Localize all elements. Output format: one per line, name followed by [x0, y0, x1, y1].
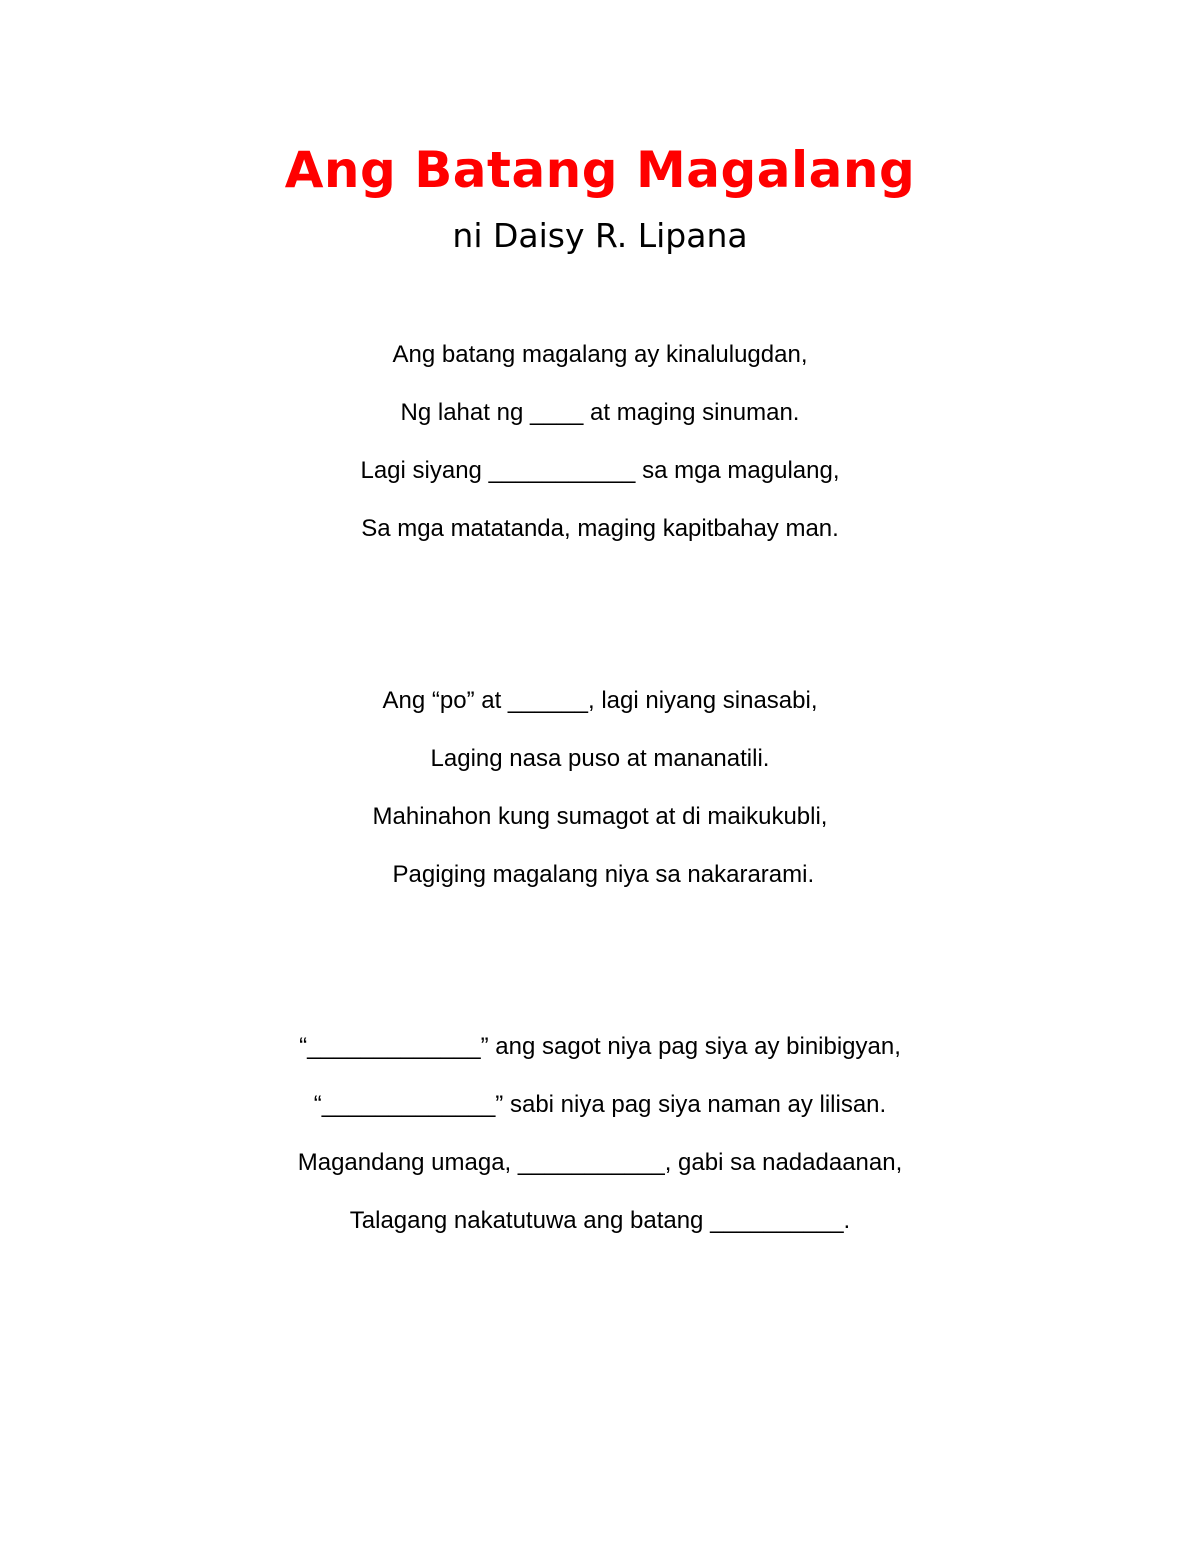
poem-line: Laging nasa puso at mananatili.: [430, 745, 770, 772]
poem-line: Ng lahat ng ____ at maging sinuman.: [400, 399, 800, 426]
poem-line: Talagang nakatutuwa ang batang __________.: [349, 1207, 851, 1234]
poem-line: Magandang umaga, ___________, gabi sa nadadaanan,: [297, 1149, 903, 1176]
poem-line: Ang “po” at ______, lagi niyang sinasabi,: [382, 687, 818, 714]
poem-line: “_____________” sabi niya pag siya naman ay lilisan.: [313, 1091, 887, 1118]
stanza-1: [0, 326, 1200, 558]
poem-body: [0, 326, 1200, 1364]
stanza-3: [0, 1018, 1200, 1250]
poem-line: “_____________” ang sagot niya pag siya ay binibigyan,: [299, 1033, 901, 1060]
stanza-2: [0, 672, 1200, 904]
poem-author: ni Daisy R. Lipana: [452, 216, 748, 255]
poem-line: Mahinahon kung sumagot at di maikukubli,: [372, 803, 828, 830]
poem-line: Pagiging magalang niya sa nakararami.: [385, 861, 815, 888]
poem-line: Sa mga matatanda, maging kapitbahay man.: [361, 515, 839, 542]
poem-line: Lagi siyang ___________ sa mga magulang,: [360, 457, 840, 484]
poem-line: Ang batang magalang ay kinalulugdan,: [392, 341, 808, 368]
poem-title: Ang Batang Magalang: [284, 141, 916, 199]
